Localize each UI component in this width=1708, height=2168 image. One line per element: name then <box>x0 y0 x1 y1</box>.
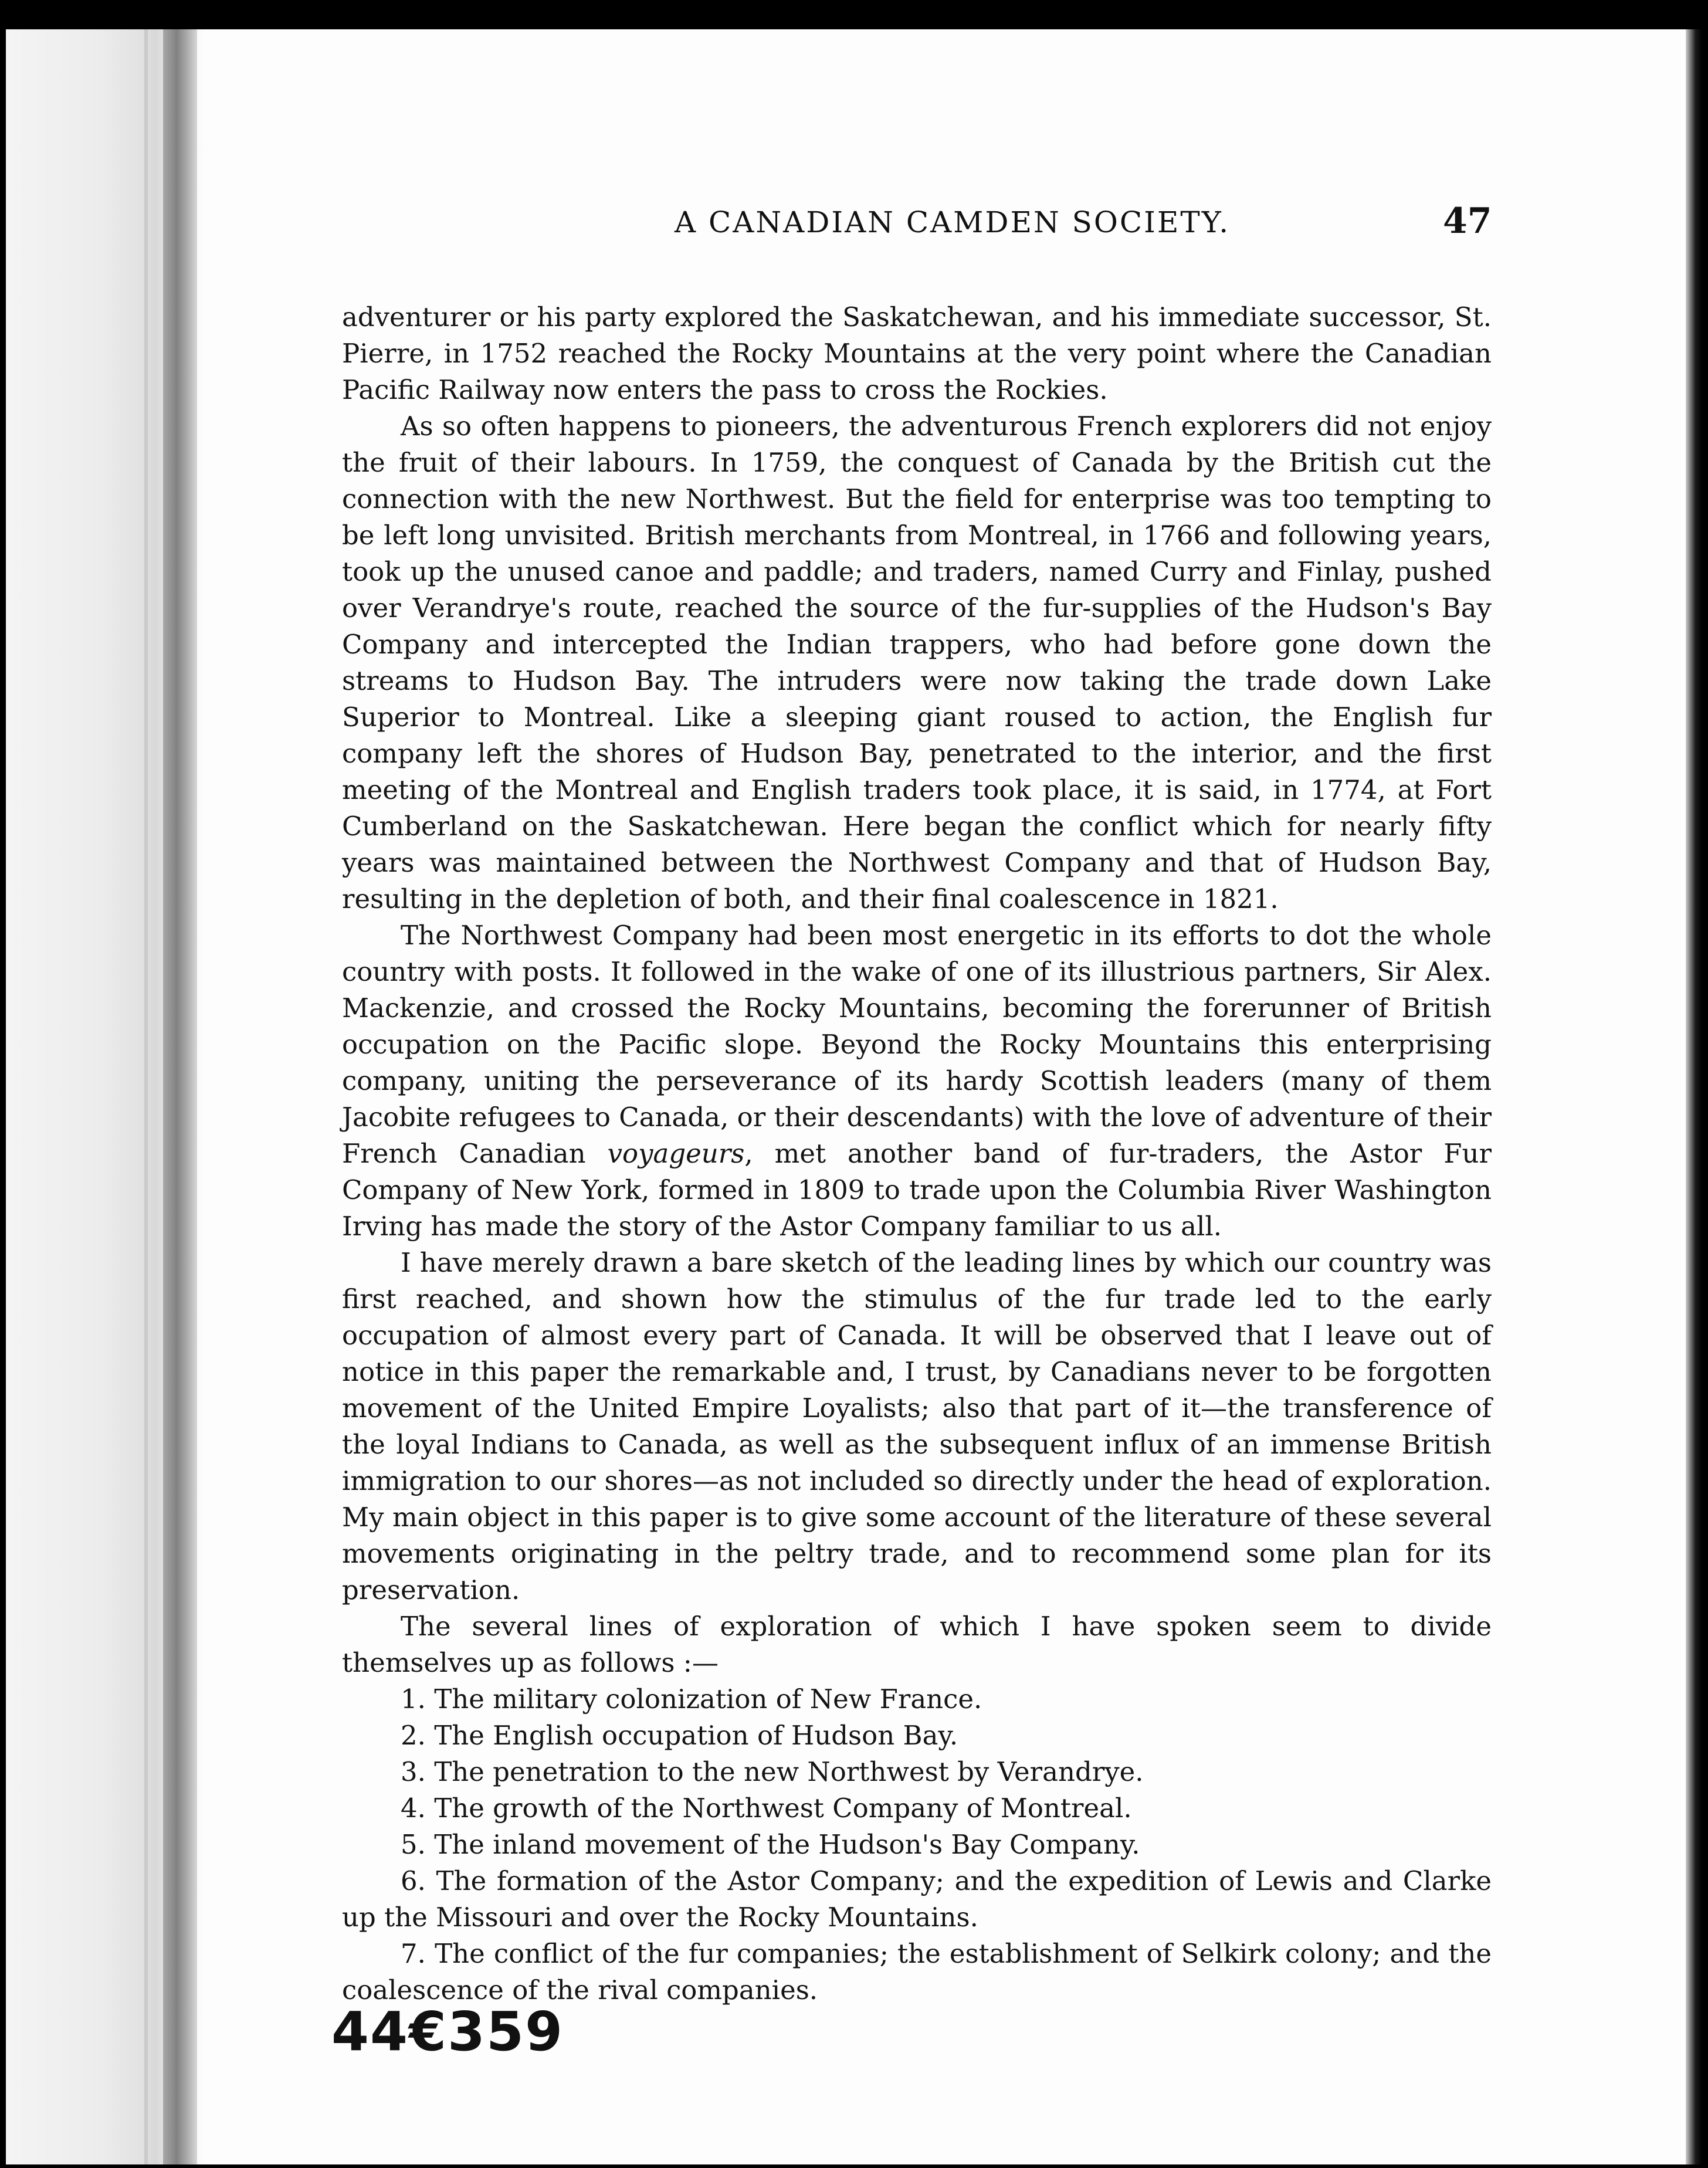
page-body <box>342 299 1492 2008</box>
paragraph-3-text: The Northwest Company had been most energetic in its efforts to dot the whole country with posts. It followed in the wake of one of its illustrious partners, Sir Alex. Mackenzie, and crossed the Rocky Mountains, becoming the forerunner of British occupation on the Pacific slope. Beyond the Rocky Mountains this enterprising company, uniting the perseverance of its hardy Scottish leaders (many of them Jacobite refugees to Canada, or their descendants) with the love of adventure of their French Canadian <box>342 920 1492 1169</box>
list-item: 6. The formation of the Astor Company; and the expedition of Lewis and Clarke up the Missouri and over the Rocky Mountains. <box>342 1865 1492 1933</box>
running-head: A CANADIAN CAMDEN SOCIETY. <box>675 205 1231 239</box>
paragraph-5: The several lines of exploration of which I have spoken seem to divide themselves up as follows :— <box>342 1611 1492 1678</box>
list-item: 2. The English occupation of Hudson Bay. <box>401 1720 958 1751</box>
list-item: 5. The inland movement of the Hudson's Bay Company. <box>401 1829 1140 1860</box>
paragraph-3-italic: voyageurs <box>607 1138 745 1169</box>
list-item: 4. The growth of the Northwest Company of Montreal. <box>401 1793 1132 1824</box>
paragraph-4: I have merely drawn a bare sketch of the leading lines by which our country was first reached, and shown how the stimulus of the fur trade led to the early occupation of almost every part of Canada. It will be observed that I leave out of notice in this paper the remarkable and, I trust, by Canadians never to be forgotten movement of the United Empire Loyalists; also that part of it—the transference of the loyal Indians to Canada, as well as the subsequent influx of an immense British immigration to our shores—as not included so directly under the head of exploration. My main object in this paper is to give some account of the literature of these several movements originating in the peltry trade, and to recommend some plan for its preservation. <box>342 1247 1492 1605</box>
list-item: 3. The penetration to the new Northwest by Verandrye. <box>401 1756 1144 1787</box>
book-page <box>6 29 1702 2164</box>
right-page-edge <box>1686 29 1702 2164</box>
paragraph-3-tail: , met another band of fur-traders, the Astor Fur Company of New York, formed in 1809 to trade upon the Columbia River Washington Irving has made the story of the Astor Company familiar to us all. <box>342 1138 1492 1242</box>
list-item: 7. The conflict of the fur companies; the establishment of Selkirk colony; and the coalescence of the rival companies. <box>342 1938 1492 2006</box>
paragraph-3 <box>342 917 1492 1245</box>
page-number: 47 <box>1443 201 1492 242</box>
catalog-number: 44€359 <box>331 2000 564 2063</box>
binding-shadow <box>163 29 197 2164</box>
list-item: 1. The military colonization of New France. <box>401 1683 982 1715</box>
paragraph-1: adventurer or his party explored the Saskatchewan, and his immediate successor, St. Pierre, in 1752 reached the Rocky Mountains at the very point where the Canadian Pacific Railway now enters the pass to cross the Rockies. <box>342 302 1492 405</box>
gutter-edge-line <box>144 29 148 2164</box>
paragraph-2: As so often happens to pioneers, the adventurous French explorers did not enjoy the fruit of their labours. In 1759, the conquest of Canada by the British cut the connection with the new Northwest. But the field for enterprise was too tempting to be left long unvisited. British merchants from Montreal, in 1766 and following years, took up the unused canoe and paddle; and traders, named Curry and Finlay, pushed over Verandrye's route, reached the source of the fur-supplies of the Hudson's Bay Company and intercepted the Indian trappers, who had before gone down the streams to Hudson Bay. The intruders were now taking the trade down Lake Superior to Montreal. Like a sleeping giant roused to action, the English fur company left the shores of Hudson Bay, penetrated to the interior, and the first meeting of the Montreal and English traders took place, it is said, in 1774, at Fort Cumberland on the Saskatchewan. Here began the conflict which for nearly fifty years was maintained between the Northwest Company and that of Hudson Bay, resulting in the depletion of both, and their final coalescence in 1821. <box>342 411 1492 914</box>
